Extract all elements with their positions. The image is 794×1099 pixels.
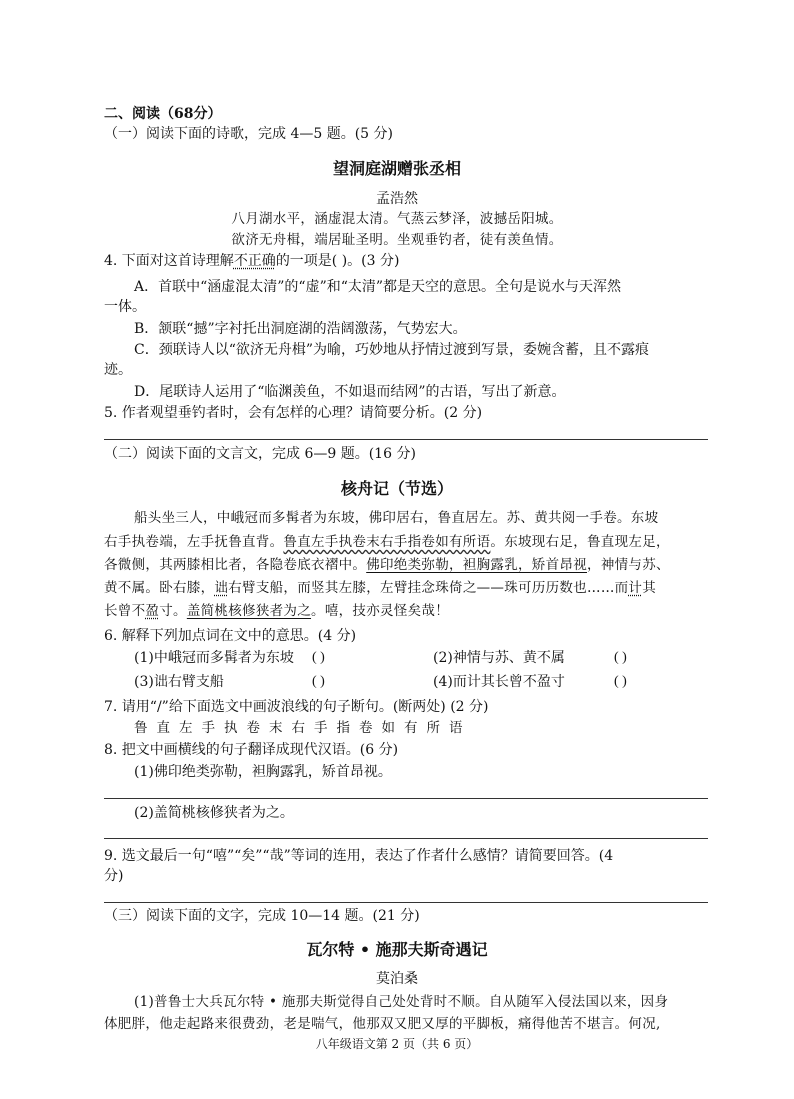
q6-blank-4[interactable]: ( )	[614, 674, 627, 689]
question-4-stem	[104, 251, 399, 271]
underlined-sentence-2: 盖简桃核修狭者为之	[186, 603, 312, 619]
dotted-word-ying: 盈	[145, 603, 160, 619]
passage-line-5c: 寸。	[159, 603, 187, 619]
q6-blank-1[interactable]: ( )	[312, 650, 325, 665]
page-footer: 八年级语文第 2 页（共 6 页）	[315, 1037, 479, 1051]
passage-title: 核舟记（节选）	[340, 479, 453, 498]
q4-option-b: B．颔联“撼”字衬托出洞庭湖的浩阔激荡，气势宏大。	[134, 321, 467, 337]
part3-instruction: （三）阅读下面的文字，完成 10—14 题。(21 分)	[104, 908, 420, 924]
dotted-word-qu: 诎	[214, 580, 229, 596]
section-title: 二、阅读（68分）	[104, 106, 222, 122]
question-7: 7. 请用“/”给下面选文中画波浪线的句子断句。(断两处) (2 分)	[104, 699, 489, 715]
q6-item-1: (1)中峨冠而多髯者为东坡	[134, 650, 294, 666]
q4-option-c-line1: C．颈联诗人以“欲济无舟楫”为喻，巧妙地从抒情过渡到写景，委婉含蓄，且不露痕	[134, 342, 650, 358]
passage-line-3a: 各微侧，其两膝相比者，各隐卷底衣褶中。	[104, 557, 367, 573]
q6-item-2: (2)神情与苏、黄不属	[433, 650, 565, 666]
answer-line	[104, 798, 708, 799]
q6-item-4: (4)而计其长曾不盈寸	[433, 674, 565, 690]
passage-line-4e: 其	[642, 580, 657, 596]
q4-option-c-line2: 迹。	[104, 362, 132, 378]
q8-sentence-1: (1)佛印绝类弥勒，袒胸露乳，矫首昂视。	[134, 764, 392, 780]
q6-blank-2[interactable]: ( )	[614, 650, 627, 665]
story-para-line-2: 体肥胖，他走起路来很费劲，老是喘气，他那双又肥又厚的平脚板，痛得他苦不堪言。何况,	[104, 1016, 661, 1032]
answer-line	[104, 902, 708, 903]
passage-line-4	[104, 578, 656, 598]
passage-line-3c: ，神情与苏、	[587, 557, 670, 573]
poem-line-1: 八月湖水平，涵虚混太清。气蒸云梦泽，波撼岳阳城。	[231, 211, 563, 227]
answer-line	[104, 838, 708, 839]
passage-line-2c: 。东坡现右足，鲁直现左足，	[490, 534, 670, 550]
q4-stem-emphasis: 不正确	[233, 253, 276, 269]
q4-stem-post: 的一项是( )。(3 分)	[275, 253, 400, 269]
q6-item-3: (3)诎右臂支船	[134, 674, 224, 690]
answer-line	[104, 439, 708, 440]
underlined-sentence-1: 佛印绝类弥勒，袒胸露乳，矫首昂视	[366, 557, 588, 573]
passage-line-5a: 长曾不	[104, 603, 146, 619]
question-9-line1: 9. 选文最后一句“嘻”“矣”“哉”等词的连用，表达了作者什么感情？请简要回答。(4	[104, 848, 614, 864]
question-9-line2: 分)	[104, 868, 124, 884]
q4-stem-pre: 4. 下面对这首诗理解	[104, 253, 234, 269]
q6-blank-3[interactable]: ( )	[312, 674, 325, 689]
q7-sentence: 鲁直左手执卷末右手指卷如有所语	[134, 720, 472, 736]
poem-author: 孟浩然	[376, 191, 418, 207]
part2-instruction: （二）阅读下面的文言文，完成 6—9 题。(16 分)	[104, 446, 416, 462]
passage-line-5e: 。嘻，技亦灵怪矣哉！	[311, 603, 450, 619]
passage-line-4c: 右臂支船，而竖其左膝，左臂挂念珠倚之——珠可历历数也……而	[228, 580, 629, 596]
story-author: 莫泊桑	[376, 971, 418, 987]
passage-line-3	[104, 555, 670, 575]
poem-line-2: 欲济无舟楫，端居耻圣明。坐观垂钓者，徒有羡鱼情。	[231, 232, 563, 248]
passage-line-4a: 黄不属。卧右膝，	[104, 580, 215, 596]
question-5: 5. 作者观望垂钓者时，会有怎样的心理？请简要分析。(2 分)	[104, 405, 483, 421]
passage-line-2	[104, 532, 670, 552]
passage-line-5	[104, 601, 449, 621]
q8-sentence-2: (2)盖简桃核修狭者为之。	[134, 805, 294, 821]
part1-instruction: （一）阅读下面的诗歌，完成 4—5 题。(5 分)	[104, 126, 393, 142]
dotted-word-ji: 计	[628, 580, 643, 596]
wavy-underlined-sentence: 鲁直左手执卷末右手指卷如有所语	[283, 534, 491, 550]
passage-line-2a: 右手执卷端，左手抚鲁直背。	[104, 534, 284, 550]
poem-title: 望洞庭湖赠张丞相	[332, 159, 461, 178]
q4-option-a-line2: 一体。	[104, 299, 146, 315]
q4-option-a-line1: A．首联中“涵虚混太清”的“虚”和“太清”都是天空的意思。全句是说水与天浑然	[134, 279, 622, 295]
question-6: 6. 解释下列加点词在文中的意思。(4 分)	[104, 628, 357, 644]
passage-line-1: 船头坐三人，中峨冠而多髯者为东坡，佛印居右，鲁直居左。苏、黄共阅一手卷。东坡	[134, 510, 659, 526]
q4-option-d: D．尾联诗人运用了“临渊羡鱼，不如退而结网”的古语，写出了新意。	[134, 384, 566, 400]
question-8: 8. 把文中画横线的句子翻译成现代汉语。(6 分)	[104, 742, 399, 758]
story-title: 瓦尔特 • 施那夫斯奇遇记	[306, 940, 488, 959]
story-para-line-1: (1)普鲁士大兵瓦尔特 • 施那夫斯觉得自己处处背时不顺。自从随军入侵法国以来，因身	[134, 994, 669, 1010]
